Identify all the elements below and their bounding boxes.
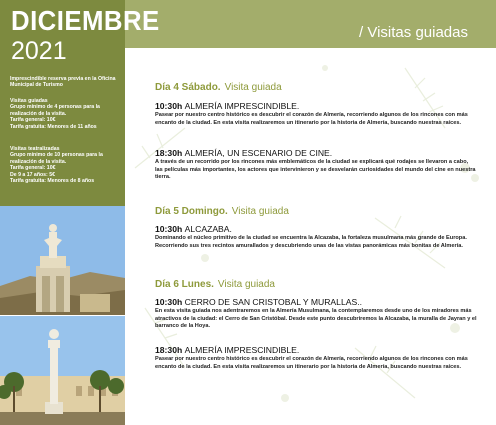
guided-heading: Visitas guiadas xyxy=(10,98,48,104)
month-title: DICIEMBRE xyxy=(11,5,160,36)
event-time: 18:30h xyxy=(155,148,183,158)
event-time: 18:30h xyxy=(155,345,183,355)
day-subtitle: Visita guiada xyxy=(231,206,289,217)
day-label: Día 4 Sábado. xyxy=(155,82,221,93)
sidebar-info xyxy=(0,68,125,206)
event-name: ALMERÍA IMPRESCINDIBLE. xyxy=(184,345,300,355)
photo-plaza-monument xyxy=(0,316,125,425)
event-name: ALCAZABA. xyxy=(184,224,232,234)
event-description: Dominando el núcleo primitivo de la ciudad se encuentra la Alcazaba, la fortaleza musulmana más grande de Europa. Recorriendo sus tres recintos amurallados y descubriendo unas de las vistas panorámicas más bonitas de Almería. xyxy=(155,235,467,249)
day-header xyxy=(155,82,282,93)
event-time: 10:30h xyxy=(155,224,183,234)
day-header xyxy=(155,206,289,217)
event-description: Pasear por nuestro centro histórico es descubrir el corazón de Almería, recorriendo algunos de los rincones con más encanto de la ciudad. En esta visita realizaremos un itinerario por la historia de Almería, buscando nuestras raíces. xyxy=(155,356,468,370)
day-subtitle: Visita guiada xyxy=(224,82,282,93)
theatre-heading: Visitas teatralizadas xyxy=(10,146,60,152)
day-label: Día 5 Domingo. xyxy=(155,206,228,217)
theatre-free: Tarifa gratuita: Menores de 8 años xyxy=(10,178,95,185)
theatre-group: Grupo mínimo de 10 personas para la realización de la visita. xyxy=(10,152,103,165)
reserve-note: Imprescindible reserva previa en la Oficina Municipal de Turismo xyxy=(10,76,116,89)
day-label: Día 6 Lunes. xyxy=(155,279,214,290)
event-name: ALMERÍA, UN ESCENARIO DE CINE. xyxy=(184,148,333,158)
event-title xyxy=(155,224,232,234)
events-content xyxy=(125,48,496,425)
photo-cerro-statue xyxy=(0,206,125,315)
event-time: 10:30h xyxy=(155,101,183,111)
event-name: ALMERÍA IMPRESCINDIBLE. xyxy=(184,101,300,111)
year-title: 2021 xyxy=(11,37,67,65)
event-title xyxy=(155,345,299,355)
event-title xyxy=(155,101,299,111)
theatre-fee1: Tarifa general: 10€ xyxy=(10,165,56,172)
event-name: CERRO DE SAN CRISTOBAL Y MURALLAS.. xyxy=(184,297,362,307)
day-header xyxy=(155,279,275,290)
event-description: En esta visita guiada nos adentraremos en la Almería Musulmana, la contemplaremos desde uno de los miradores más atractivos de la ciudad: el Cerro de San Cristóbal. Desde este punto descubriremos la Alcazaba, la muralla de Jayran y el barranco de la Hoya. xyxy=(155,308,477,330)
event-time: 10:30h xyxy=(155,297,183,307)
section-title: / Visitas guiadas xyxy=(359,24,468,41)
guided-group: Grupo mínimo de 4 personas para la realización de la visita. xyxy=(10,104,100,117)
event-title xyxy=(155,297,362,307)
theatre-fee2: De 9 a 17 años: 5€ xyxy=(10,171,55,178)
event-title xyxy=(155,148,332,158)
event-description: Pasear por nuestro centro histórico es descubrir el corazón de Almería, recorriendo algunos de los rincones con más encanto de la ciudad. En esta visita realizaremos un itinerario por la historia de Almería, buscando nuestras raíces. xyxy=(155,112,468,126)
day-subtitle: Visita guiada xyxy=(217,279,275,290)
guided-free: Tarifa gratuita: Menores de 11 años xyxy=(10,123,97,130)
event-description: A través de un recorrido por los rincones más emblemáticos de la ciudad se explicará qué rodajes se llevaron a cabo, las películas más importantes, los actores que intervinieron y se desvelarán curiosidades del mundo del cine en nuestra tierra. xyxy=(155,159,476,181)
guided-fee: Tarifa general: 10€ xyxy=(10,117,56,124)
